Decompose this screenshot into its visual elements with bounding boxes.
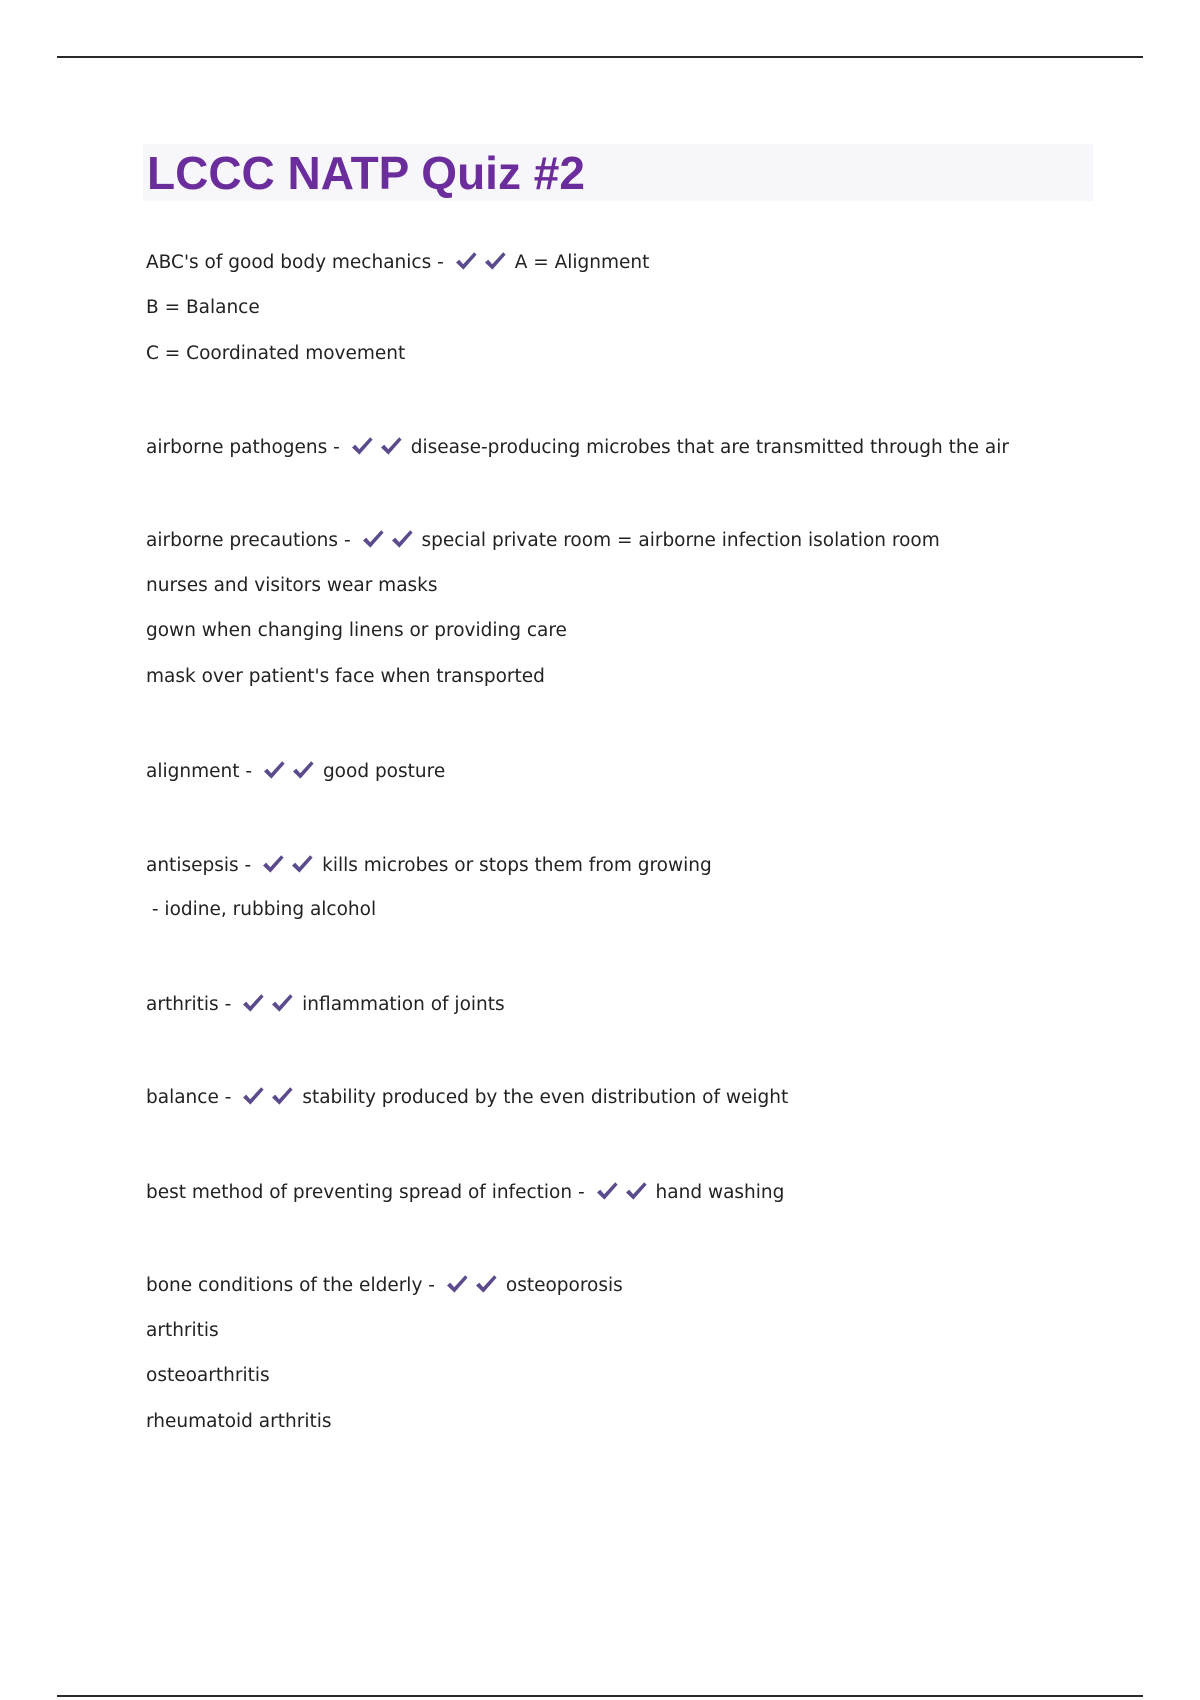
term: best method of preventing spread of infection bbox=[146, 1182, 573, 1203]
term: arthritis bbox=[146, 994, 219, 1015]
separator: - bbox=[224, 1087, 232, 1108]
term: alignment bbox=[146, 761, 240, 782]
page-title: LCCC NATP Quiz #2 bbox=[147, 147, 585, 199]
definition: inflammation of joints bbox=[302, 994, 505, 1015]
term: bone conditions of the elderly bbox=[146, 1275, 423, 1296]
definition-line: B = Balance bbox=[146, 297, 260, 318]
flashcard-entry bbox=[146, 250, 649, 279]
separator: - bbox=[224, 994, 232, 1015]
check-icon bbox=[474, 1273, 498, 1295]
check-icon bbox=[241, 1085, 265, 1107]
check-icon bbox=[483, 250, 507, 272]
flashcard-entry bbox=[146, 992, 505, 1021]
definition: disease-producing microbes that are transmitted through the air bbox=[410, 437, 1009, 458]
definition-line: rheumatoid arthritis bbox=[146, 1411, 332, 1432]
term: ABC's of good body mechanics bbox=[146, 252, 432, 273]
flashcard-entry bbox=[146, 1273, 623, 1302]
term: antisepsis bbox=[146, 855, 239, 876]
separator: - bbox=[343, 530, 351, 551]
check-icon bbox=[291, 759, 315, 781]
check-icon bbox=[290, 853, 314, 875]
separator: - bbox=[577, 1182, 585, 1203]
definition: A = Alignment bbox=[514, 252, 650, 273]
bottom-divider bbox=[57, 1695, 1143, 1697]
check-marks bbox=[361, 528, 419, 557]
check-marks bbox=[241, 992, 299, 1021]
check-icon bbox=[390, 528, 414, 550]
definition-line: mask over patient's face when transported bbox=[146, 666, 545, 687]
definition: osteoporosis bbox=[505, 1275, 623, 1296]
check-marks bbox=[262, 759, 320, 788]
check-marks bbox=[261, 853, 319, 882]
definition-line: osteoarthritis bbox=[146, 1365, 270, 1386]
separator: - bbox=[428, 1275, 435, 1296]
definition-line: nurses and visitors wear masks bbox=[146, 575, 438, 596]
check-icon bbox=[262, 759, 286, 781]
check-marks bbox=[241, 1085, 299, 1114]
flashcard-entry bbox=[146, 528, 940, 557]
definition-line: gown when changing linens or providing care bbox=[146, 620, 567, 641]
definition: good posture bbox=[322, 761, 446, 782]
definition-line: arthritis bbox=[146, 1320, 219, 1341]
check-icon bbox=[350, 435, 374, 457]
check-marks bbox=[595, 1180, 653, 1209]
definition: kills microbes or stops them from growing bbox=[322, 855, 712, 876]
check-icon bbox=[624, 1180, 648, 1202]
check-icon bbox=[379, 435, 403, 457]
check-icon bbox=[361, 528, 385, 550]
check-icon bbox=[241, 992, 265, 1014]
separator: - bbox=[244, 855, 252, 876]
check-marks bbox=[350, 435, 408, 464]
definition: special private room = airborne infection isolation room bbox=[421, 530, 940, 551]
separator: - bbox=[245, 761, 253, 782]
term: airborne precautions bbox=[146, 530, 339, 551]
definition-line: - iodine, rubbing alcohol bbox=[146, 899, 377, 920]
check-icon bbox=[595, 1180, 619, 1202]
check-marks bbox=[454, 250, 512, 279]
flashcard-entry bbox=[146, 853, 712, 882]
check-icon bbox=[261, 853, 285, 875]
check-icon bbox=[270, 1085, 294, 1107]
flashcard-entry bbox=[146, 1085, 788, 1114]
check-icon bbox=[270, 992, 294, 1014]
check-icon bbox=[454, 250, 478, 272]
flashcard-entry bbox=[146, 435, 1009, 464]
definition: hand washing bbox=[655, 1182, 785, 1203]
term: balance bbox=[146, 1087, 219, 1108]
flashcard-entry bbox=[146, 759, 445, 788]
check-icon bbox=[445, 1273, 469, 1295]
separator: - bbox=[333, 437, 340, 458]
definition: stability produced by the even distribution of weight bbox=[302, 1087, 789, 1108]
separator: - bbox=[437, 252, 444, 273]
term: airborne pathogens bbox=[146, 437, 328, 458]
flashcard-entry bbox=[146, 1180, 784, 1209]
check-marks bbox=[445, 1273, 503, 1302]
definition-line: C = Coordinated movement bbox=[146, 343, 406, 364]
